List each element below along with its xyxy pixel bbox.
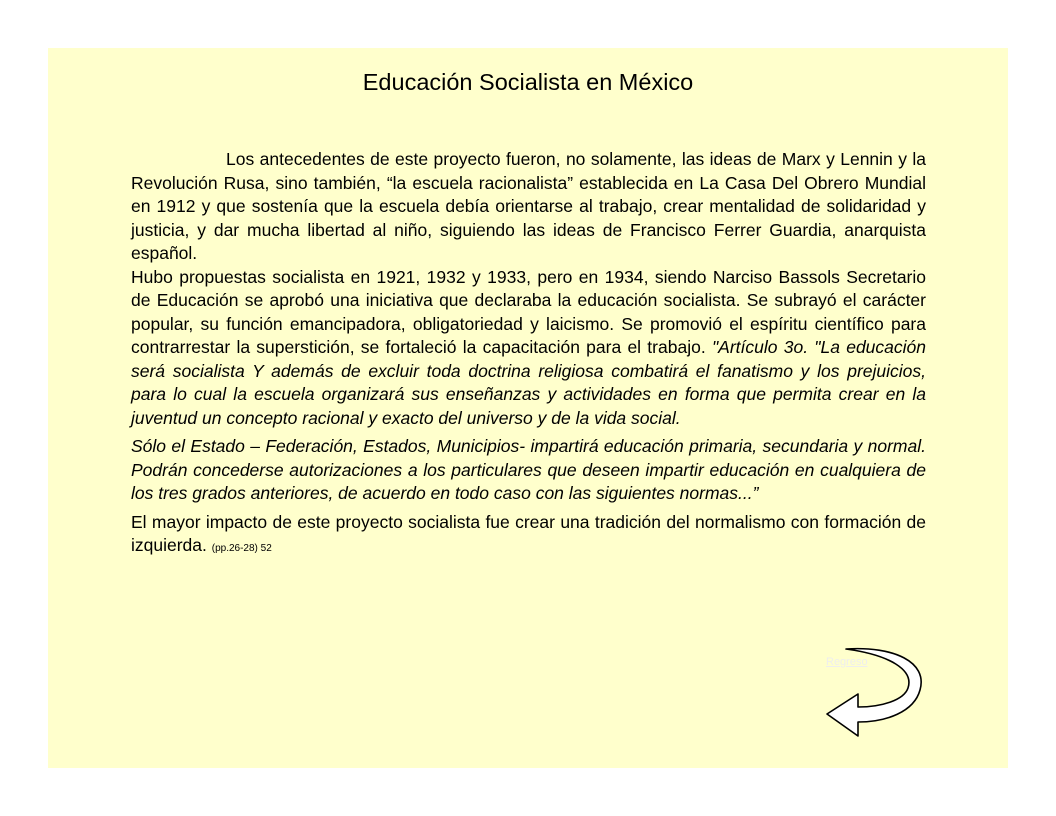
return-link[interactable]: Regreso <box>826 656 868 668</box>
paragraph-antecedentes: Los antecedentes de este proyecto fueron, no solamente, las ideas de Marx y Lennin y la Revolución Rusa, sino también, “la escuela racionalista” establecida en La Casa Del Obrero Mundial en 1912 y que sostenía que la escuela debía orientarse al trabajo, crear mentalidad de solidaridad y justicia, y dar mucha libertad al niño, siguiendo las ideas de Francisco Ferrer Guardia, anarquista español. <box>131 149 926 263</box>
paragraph-solo-el-estado: Sólo el Estado – Federación, Estados, Municipios- impartirá educación primaria, secundaria y normal. Podrán concederse autorizaciones a los particulares que deseen impartir educación en cualquiera de los tres grados anteriores, de acuerdo en todo caso con las siguientes normas...” <box>131 436 926 503</box>
paragraph-propuestas <box>131 266 926 431</box>
paragraph-propuestas-text: Hubo propuestas socialista en 1921, 1932 y 1933, pero en 1934, siendo Narciso Bassols Secretario de Educación se aprobó una iniciativa que declaraba la educación socialista. Se subrayó el carácter popular, su función emancipadora, obligatoriedad y laicismo. Se promovió el espíritu científico para contrarrestar la superstición, se fortaleció la capacitación para el trabajo. <box>131 266 926 357</box>
slide-body <box>131 148 926 561</box>
paragraph-impacto <box>131 511 926 561</box>
citation: (pp.26-28) 52 <box>211 543 272 554</box>
slide-title: Educación Socialista en México <box>362 69 694 95</box>
slide <box>48 48 1008 768</box>
paragraph-impacto-text: El mayor impacto de este proyecto socialista fue crear una tradición del normalismo con formación de izquierda. <box>131 511 926 555</box>
articulo-3-quote: "Artículo 3o. "La educación será socialista Y además de excluir toda doctrina religiosa combatirá el fanatismo y los prejuicios, para lo cual la escuela organizará sus enseñanzas y actividades en forma que permita crear en la juventud un concepto racional y exacto del universo y de la vida social. <box>131 337 927 428</box>
